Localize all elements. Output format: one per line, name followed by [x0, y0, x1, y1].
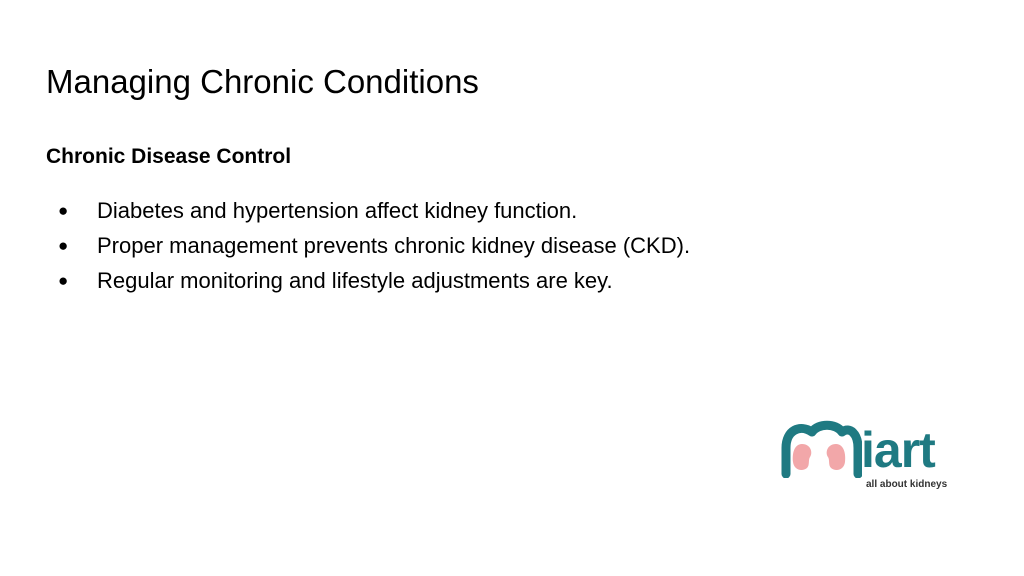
slide-title: Managing Chronic Conditions: [46, 63, 479, 100]
section-heading: Chronic Disease Control: [46, 145, 292, 168]
kidney-m-logo-icon: [780, 418, 862, 478]
bullet-text: Proper management prevents chronic kidney disease (CKD).: [97, 233, 691, 258]
miart-logo: [780, 418, 972, 498]
bullet-dot-icon: ●: [58, 201, 69, 220]
logo-tagline: all about kidneys: [866, 479, 948, 490]
bullet-text: Diabetes and hypertension affect kidney function.: [97, 198, 578, 223]
bullet-text: Regular monitoring and lifestyle adjustments are key.: [97, 268, 613, 293]
bullet-dot-icon: ●: [58, 271, 69, 290]
bullet-dot-icon: ●: [58, 236, 69, 255]
logo-wordmark: iart: [861, 422, 935, 478]
